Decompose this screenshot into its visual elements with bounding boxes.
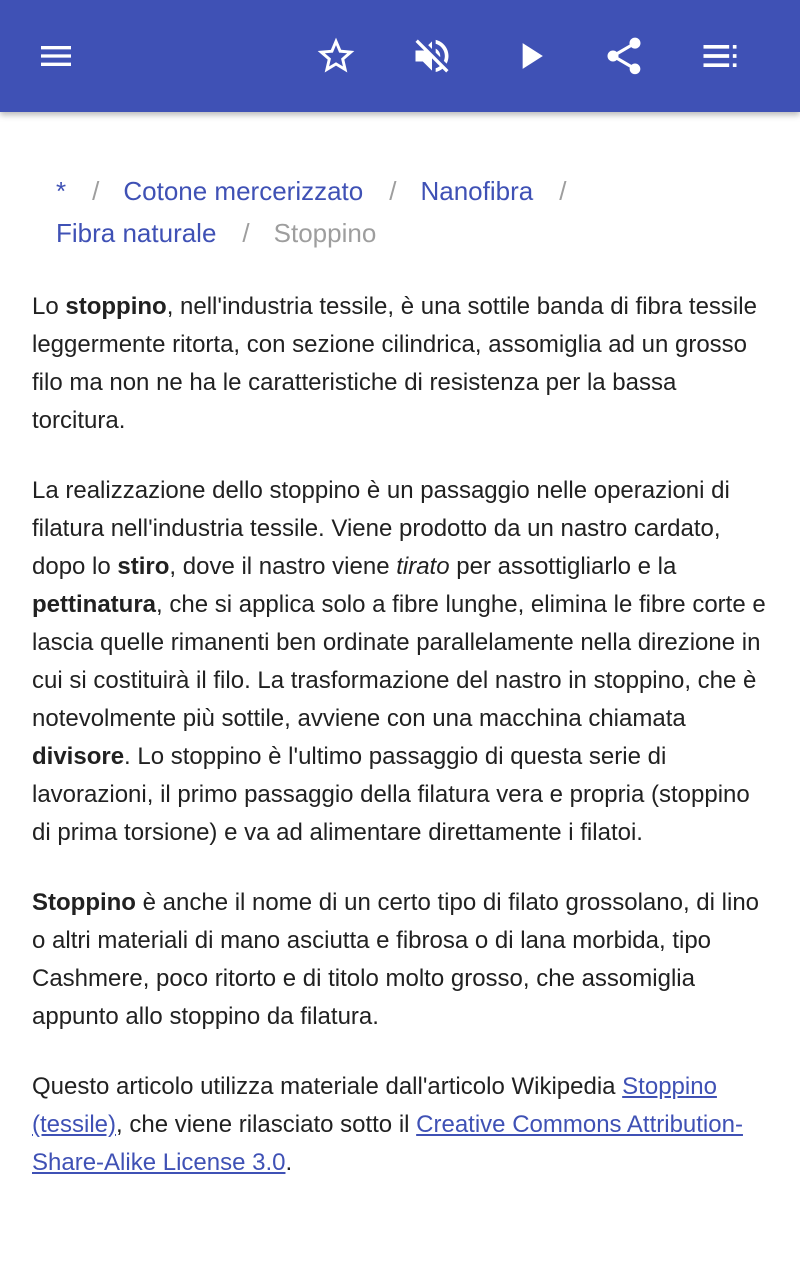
bold-term: stoppino <box>65 293 167 320</box>
paragraph-production <box>32 472 768 852</box>
text: . Lo stoppino è l'ultimo passaggio di questa serie di lavorazioni, il primo passaggio della filatura vera e propria (stoppino di prima torsione) e va ad alimentare direttamente i filatoi. <box>32 743 750 846</box>
mute-button[interactable] <box>404 28 460 84</box>
text: , che si applica solo a fibre lunghe, elimina le fibre corte e lascia quelle rimanenti ben ordinate parallelamente nella direzione in cui si costituirà il filo. La trasformazione del nastro in stoppino, che è notevolmente più sottile, avviene con una macchina chiamata <box>32 591 766 732</box>
paragraph-yarn <box>32 884 768 1036</box>
breadcrumb-item[interactable]: Nanofibra <box>420 176 534 206</box>
share-icon <box>602 34 646 78</box>
text: Lo <box>32 293 66 320</box>
play-icon <box>508 34 552 78</box>
breadcrumb-separator: / <box>92 176 100 206</box>
text: Questo articolo utilizza materiale dall'articolo Wikipedia <box>32 1073 623 1100</box>
breadcrumb-item[interactable]: Cotone mercerizzato <box>123 176 364 206</box>
breadcrumb-home[interactable]: * <box>56 176 67 206</box>
contents-button[interactable] <box>692 28 748 84</box>
breadcrumb-item[interactable]: Fibra naturale <box>56 218 217 248</box>
breadcrumb-separator: / <box>559 176 567 206</box>
volume-off-icon <box>410 34 454 78</box>
app-bar <box>0 0 800 112</box>
wikipedia-article-link[interactable]: Stoppino (tessile) <box>32 1073 717 1138</box>
favorite-button[interactable] <box>308 28 364 84</box>
menu-icon <box>36 36 76 76</box>
article-content <box>32 170 768 1214</box>
bold-term: Stoppino <box>32 889 136 916</box>
text: , che viene rilasciato sotto il <box>116 1111 417 1138</box>
text: , dove il nastro viene <box>169 553 397 580</box>
playlist-icon <box>698 34 742 78</box>
bold-term: stiro <box>117 553 170 580</box>
play-button[interactable] <box>502 28 558 84</box>
menu-button[interactable] <box>28 28 84 84</box>
license-link[interactable]: Creative Commons Attribution-Share-Alike License 3.0 <box>32 1111 743 1176</box>
paragraph-intro <box>32 288 768 440</box>
italic-term: tirato <box>396 553 450 580</box>
share-button[interactable] <box>596 28 652 84</box>
text: è anche il nome di un certo tipo di filato grossolano, di lino o altri materiali di mano asciutta e fibrosa o di lana morbida, tipo Cashmere, poco ritorto e di titolo molto grosso, che assomiglia appunto allo stoppino da filatura. <box>32 889 760 1030</box>
text: La realizzazione dello stoppino è un passaggio nelle operazioni di filatura nell'industria tessile. Viene prodotto da un nastro cardato, dopo lo <box>32 477 730 580</box>
star-icon <box>314 34 358 78</box>
bold-term: divisore <box>32 743 125 770</box>
breadcrumb-separator: / <box>242 218 250 248</box>
bold-term: pettinatura <box>32 591 157 618</box>
attribution <box>32 1068 768 1182</box>
breadcrumb <box>32 170 768 254</box>
text: , nell'industria tessile, è una sottile banda di fibra tessile leggermente ritorta, con sezione cilindrica, assomiglia ad un grosso filo ma non ne ha le caratteristiche di resistenza per la bassa torcitura. <box>32 293 757 434</box>
text: . <box>285 1149 293 1176</box>
text: per assottigliarlo e la <box>449 553 677 580</box>
breadcrumb-separator: / <box>389 176 397 206</box>
breadcrumb-current: Stoppino <box>273 218 377 248</box>
